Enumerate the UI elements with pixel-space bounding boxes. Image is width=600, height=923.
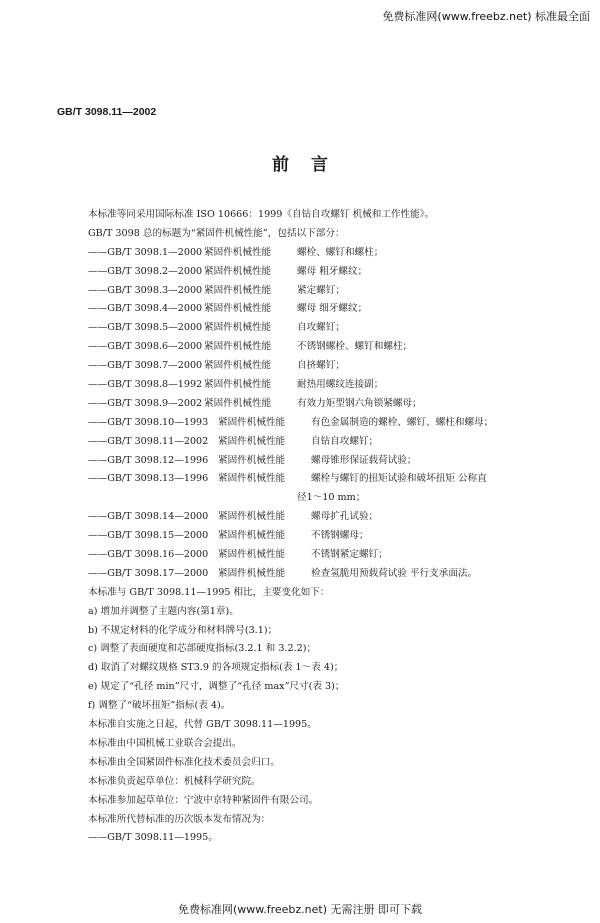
part-title: 自攻螺钉；: [297, 322, 345, 334]
part-category: 紧固件机械性能: [204, 379, 272, 391]
changes-list: [88, 603, 558, 716]
closing-line: 本标准负责起草单位：机械科学研究院。: [88, 775, 261, 787]
part-category: 紧固件机械性能: [204, 284, 272, 296]
part-category: 紧固件机械性能: [204, 397, 272, 409]
list-item: [88, 508, 558, 527]
part-title: 紧定螺钉；: [297, 284, 345, 296]
part-code: ——GB/T 3098.9—2002: [88, 397, 203, 409]
change-item: b) 不规定材料的化学成分和材料牌号(3.1)；: [88, 624, 278, 636]
part-title: 螺母扩孔试验；: [311, 511, 379, 523]
part-title-continuation: 径1～10 mm；: [297, 492, 366, 504]
list-item: [88, 546, 558, 565]
page-title: 前言: [272, 155, 350, 175]
part-title: 耐热用螺纹连接副；: [297, 379, 384, 391]
list-item: [88, 263, 558, 282]
part-code: ——GB/T 3098.10—1993: [88, 416, 209, 428]
part-code: ——GB/T 3098.6—2000: [88, 341, 203, 353]
part-category: 紧固件机械性能: [218, 435, 286, 447]
part-code: ——GB/T 3098.16—2000: [88, 549, 209, 561]
intro-line: GB/T 3098 总的标题为“紧固件机械性能”，包括以下部分：: [88, 227, 345, 239]
intro-line: 本标准等同采用国际标准 ISO 10666：1999《自钻自攻螺钉 机械和工作性能》。: [88, 209, 435, 220]
list-item: [88, 395, 558, 414]
part-title: 螺栓与螺钉的扭矩试验和破坏扭矩 公称直: [311, 473, 487, 485]
part-code: ——GB/T 3098.3—2000: [88, 284, 203, 296]
list-item: [88, 300, 558, 319]
part-title: 不锈钢螺母；: [311, 530, 369, 542]
change-item: e) 规定了“孔径 min”尺寸，调整了“孔径 max”尺寸(表 3)；: [88, 681, 345, 693]
top-site-banner: 免费标准网(www.freebz.net) 标准最全面: [382, 10, 590, 23]
part-category: 紧固件机械性能: [218, 511, 286, 523]
part-category: 紧固件机械性能: [204, 322, 272, 334]
history-item: ——GB/T 3098.11—1995。: [88, 832, 218, 844]
part-category: 紧固件机械性能: [204, 341, 272, 353]
part-category: 紧固件机械性能: [218, 530, 286, 542]
part-code: ——GB/T 3098.2—2000: [88, 265, 203, 277]
part-code: ——GB/T 3098.7—2000: [88, 360, 203, 372]
part-code: ——GB/T 3098.17—2000: [88, 567, 209, 579]
part-title: 有色金属制造的螺栓、螺钉、螺柱和螺母；: [311, 416, 494, 428]
list-item: [88, 470, 558, 489]
list-item: [88, 244, 558, 263]
change-item: d) 取消了对螺纹规格 ST3.9 的各项规定指标(表 1～表 4)；: [88, 662, 344, 674]
list-item: [88, 338, 558, 357]
part-category: 紧固件机械性能: [204, 246, 272, 258]
part-code: ——GB/T 3098.1—2000: [88, 246, 203, 258]
part-title: 自挤螺钉；: [297, 360, 345, 372]
part-code: ——GB/T 3098.4—2000: [88, 303, 203, 315]
part-category: 紧固件机械性能: [218, 549, 286, 561]
part-category: 紧固件机械性能: [218, 473, 286, 485]
bottom-site-banner: 免费标准网(www.freebz.net) 无需注册 即可下载: [177, 903, 423, 916]
part-category: 紧固件机械性能: [218, 567, 286, 579]
list-item: [88, 414, 558, 433]
change-item: f) 调整了“破坏扭矩”指标(表 4)。: [88, 700, 231, 712]
change-item: a) 增加并调整了主题内容(第1章)。: [88, 605, 239, 617]
part-category: 紧固件机械性能: [218, 416, 286, 428]
part-code: ——GB/T 3098.13—1996: [88, 473, 209, 485]
list-item: [88, 376, 558, 395]
part-code: ——GB/T 3098.12—1996: [88, 454, 209, 466]
part-title: 检查氢脆用预载荷试验 平行支承面法。: [311, 567, 478, 579]
standard-code: GB/T 3098.11—2002: [57, 106, 157, 118]
closing-line: 本标准参加起草单位：宁波中京特种紧固件有限公司。: [88, 794, 319, 806]
list-item: [88, 527, 558, 546]
part-title: 螺母 粗牙螺纹；: [297, 265, 368, 277]
document-body: [88, 206, 558, 848]
parts-list: [88, 244, 558, 584]
part-title: 螺母 细牙螺纹；: [297, 303, 368, 315]
part-title: 自钻自攻螺钉；: [311, 435, 379, 447]
part-title: 螺母锥形保证载荷试验；: [311, 454, 417, 466]
part-code: ——GB/T 3098.8—1992: [88, 379, 203, 391]
part-code: ——GB/T 3098.14—2000: [88, 511, 209, 523]
list-item: [88, 357, 558, 376]
part-title: 不锈钢紧定螺钉；: [311, 549, 388, 561]
closing-line: 本标准由中国机械工业联合会提出。: [88, 737, 242, 749]
part-title: 不锈钢螺栓、螺钉和螺柱；: [297, 341, 413, 353]
part-category: 紧固件机械性能: [204, 303, 272, 315]
part-category: 紧固件机械性能: [204, 265, 272, 277]
part-code: ——GB/T 3098.15—2000: [88, 530, 209, 542]
part-code: ——GB/T 3098.11—2002: [88, 435, 209, 447]
part-category: 紧固件机械性能: [218, 454, 286, 466]
closing-line: 本标准自实施之日起，代替 GB/T 3098.11—1995。: [88, 719, 317, 731]
list-item: [88, 282, 558, 301]
list-item: [88, 452, 558, 471]
closing-line: 本标准所代替标准的历次版本发布情况为：: [88, 813, 271, 825]
list-item: [88, 433, 558, 452]
part-code: ——GB/T 3098.5—2000: [88, 322, 203, 334]
part-title: 螺栓、螺钉和螺柱；: [297, 246, 384, 258]
list-item: [88, 319, 558, 338]
change-item: c) 调整了表面硬度和芯部硬度指标(3.2.1 和 3.2.2)；: [88, 643, 317, 655]
closing-line: 本标准由全国紧固件标准化技术委员会归口。: [88, 756, 280, 768]
changes-intro: 本标准与 GB/T 3098.11—1995 相比，主要变化如下：: [88, 586, 330, 598]
part-category: 紧固件机械性能: [204, 360, 272, 372]
part-title: 有效力矩型钢六角锁紧螺母；: [297, 397, 422, 409]
list-item: [88, 565, 558, 584]
